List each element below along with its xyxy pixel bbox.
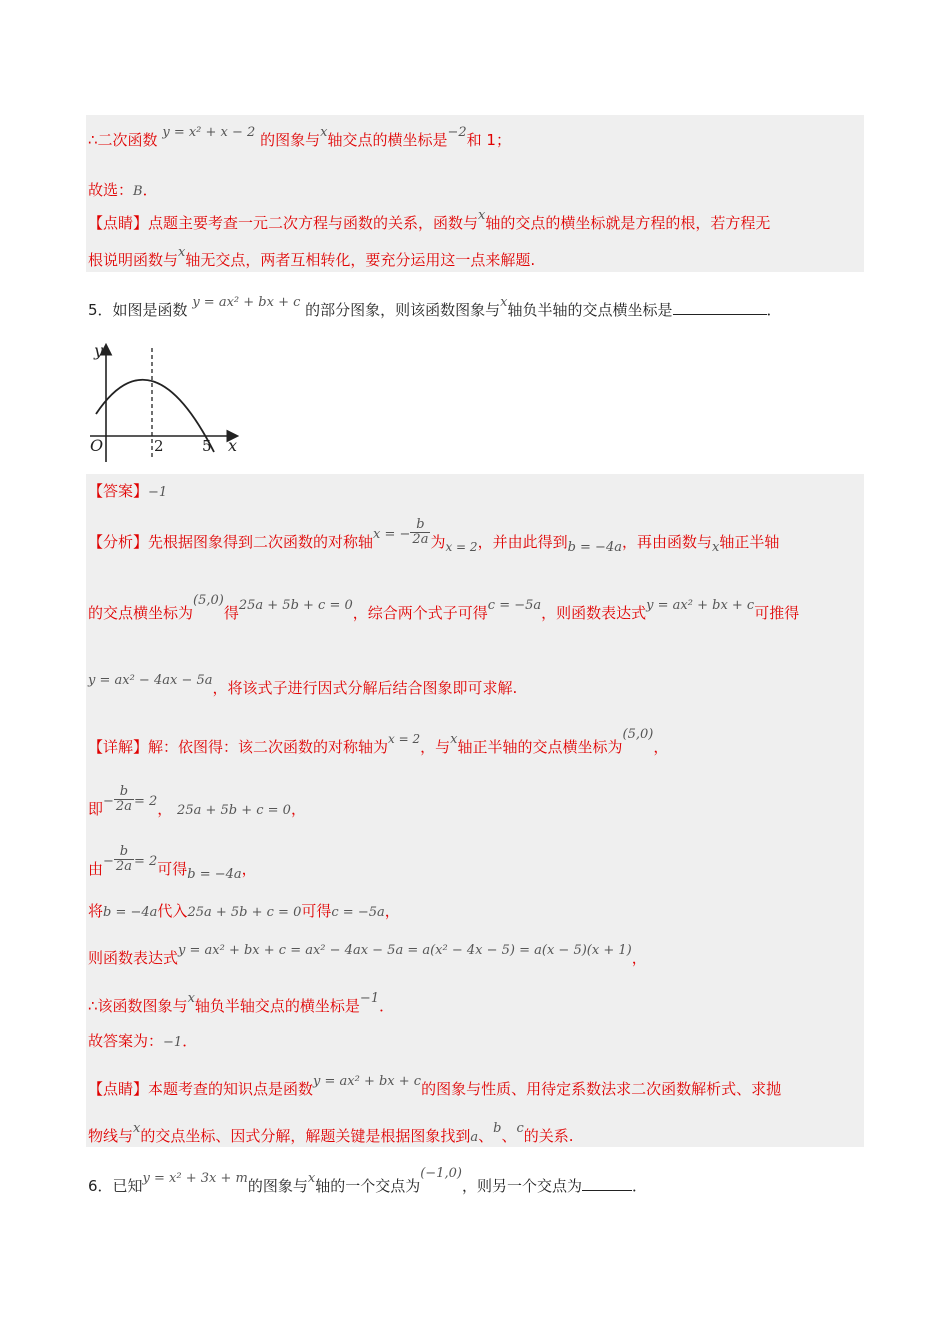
tick-5: 5 bbox=[202, 437, 212, 455]
answer-blank[interactable] bbox=[673, 300, 767, 315]
math: y = ax² + bx + c bbox=[192, 295, 301, 310]
detail-5: 则函数表达式y = ax² + bx + c = ax² − 4ax − 5a = a(x² − 4x − 5) = a(x − 5)(x + 1)， bbox=[88, 943, 647, 967]
y-label: y bbox=[94, 341, 104, 360]
detail-7: 故答案为：−1． bbox=[88, 1032, 198, 1050]
sol4-comment-1: 【点睛】点题主要考查一元二次方程与函数的关系，函数与x轴的交点的横坐标就是方程的根，若方程无 bbox=[88, 208, 771, 232]
math: y = x² + x − 2 bbox=[162, 125, 256, 140]
detail-tag: 【详解】 bbox=[88, 738, 149, 756]
question-5: 5．如图是函数 y = ax² + bx + c 的部分图象，则该函数图象与x轴负半轴的交点横坐标是 ． bbox=[88, 295, 782, 319]
answer-blank[interactable] bbox=[582, 1176, 632, 1191]
analysis-1: 【分析】先根据图象得到二次函数的对称轴x = − $\frac{b}{2a}$ 为$_{x = 2}$，并由此得到b = −4a，再由函数与x轴正半轴 bbox=[88, 517, 780, 555]
origin-label: O bbox=[90, 436, 104, 455]
detail-2: 即− $\frac{b}{2a}$ = 2， 25a + 5b + c = 0， bbox=[88, 784, 306, 818]
comment-5-2: 物线与x的交点坐标、因式分解，解题关键是根据图象找到a、b、c的关系. bbox=[88, 1121, 574, 1145]
analysis-2: 的交点横坐标为(5,0)得25a + 5b + c = 0，综合两个式子可得c = −5a，则函数表达式y = ax² + bx + c可推得 bbox=[88, 593, 800, 622]
detail-6: ∴该函数图象与x轴负半轴交点的横坐标是−1． bbox=[88, 991, 395, 1015]
analysis-tag: 【分析】 bbox=[88, 533, 149, 551]
x-label: x bbox=[228, 436, 238, 455]
parabola-graph bbox=[86, 340, 246, 465]
math: y = x² + 3x + m bbox=[142, 1171, 248, 1186]
answer-tag: 【答案】 bbox=[88, 482, 149, 500]
sol4-choice: 故选：B． bbox=[88, 181, 158, 199]
tick-2: 2 bbox=[154, 437, 164, 455]
detail-1: 【详解】解：依图得：该二次函数的对称轴为$^{x = 2}$，与x轴正半轴的交点横坐标为(5,0)， bbox=[88, 727, 669, 756]
comment-tag: 【点睛】 bbox=[88, 214, 149, 232]
analysis-3: y = ax² − 4ax − 5a，将该式子进行因式分解后结合图象即可求解. bbox=[88, 673, 518, 697]
detail-3: 由− $\frac{b}{2a}$ = 2可得b = −4a， bbox=[88, 844, 257, 882]
answer: 【答案】−1 bbox=[88, 482, 168, 500]
detail-4: 将b = −4a代入25a + 5b + c = 0可得c = −5a， bbox=[88, 902, 400, 920]
sol4-comment-2: 根说明函数与x轴无交点，两者互相转化，要充分运用这一点来解题. bbox=[88, 245, 536, 269]
sol4-conclusion: ∴二次函数 y = x² + x − 2 的图象与x轴交点的横坐标是−2和 1； bbox=[88, 125, 511, 149]
therefore-symbol: ∴ bbox=[88, 997, 98, 1015]
comment-5-1: 【点睛】本题考查的知识点是函数y = ax² + bx + c的图象与性质、用待定系数法求二次函数解析式、求抛 bbox=[88, 1074, 782, 1098]
therefore-symbol: ∴ bbox=[88, 131, 98, 149]
question-6: 6．已知y = x² + 3x + m的图象与x轴的一个交点为(−1,0)，则另一个交点为 ． bbox=[88, 1166, 647, 1195]
comment-tag: 【点睛】 bbox=[88, 1080, 149, 1098]
